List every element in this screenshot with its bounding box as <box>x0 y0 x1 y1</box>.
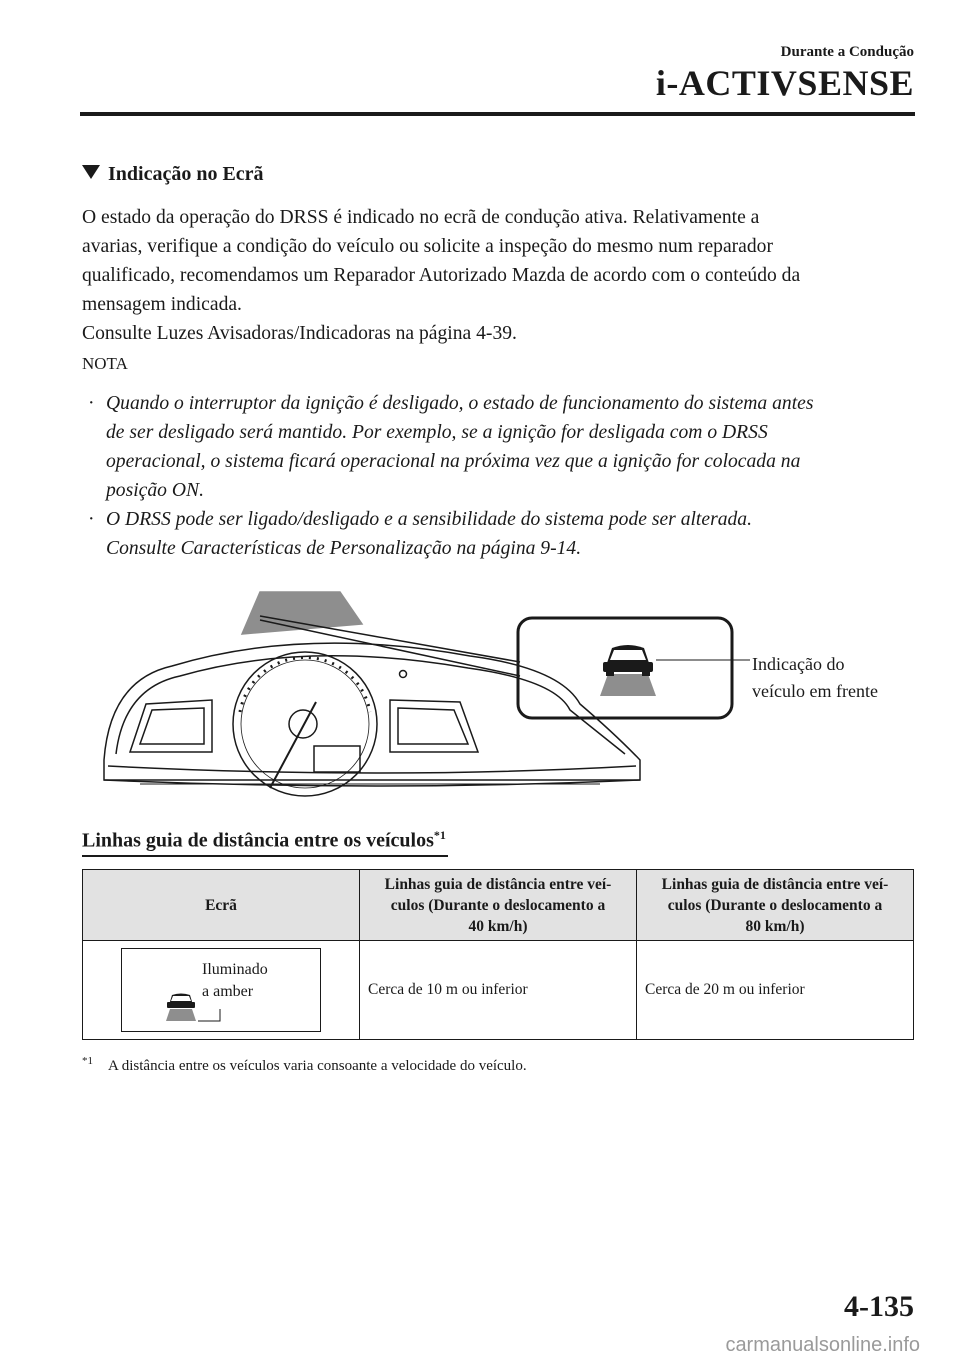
note-list <box>86 389 926 563</box>
callout-line: Indicação do <box>752 654 845 674</box>
table-row <box>83 941 914 1040</box>
table-cell: Cerca de 20 m ou inferior <box>637 941 914 1040</box>
down-triangle-icon <box>82 165 100 179</box>
section-heading <box>82 163 264 186</box>
footnote-mark: *1 <box>82 1055 93 1067</box>
section-header: i-ACTIVSENSE <box>655 63 914 103</box>
header-line: 40 km/h) <box>468 917 528 935</box>
header-line: culos (Durante o deslocamento a <box>667 896 883 914</box>
note-item <box>86 389 926 505</box>
table-header-cell <box>360 870 637 941</box>
note-line: posição ON. <box>106 480 204 501</box>
active-driving-display <box>242 592 362 634</box>
bullet-icon: · <box>88 393 95 414</box>
header-line: Linhas guia de distância entre veí- <box>661 875 889 893</box>
header-line: culos (Durante o deslocamento a <box>390 896 606 914</box>
footnote-text: A distância entre os veículos varia consoante a velocidade do veículo. <box>108 1058 527 1074</box>
subsection-title-text: Linhas guia de distância entre os veículos <box>82 829 434 852</box>
chapter-header: Durante a Condução <box>780 44 914 60</box>
note-line: de ser desligado será mantido. Por exemplo, se a ignição for desligada com o DRSS <box>106 422 768 443</box>
illumination-line: Iluminado <box>202 961 268 978</box>
table-cell: Cerca de 10 m ou inferior <box>360 941 637 1040</box>
note-line: operacional, o sistema ficará operacional na próxima vez que a ignição for colocada na <box>106 451 801 472</box>
table-header-cell <box>637 870 914 941</box>
footnote-mark: *1 <box>433 828 446 842</box>
note-label: NOTA <box>82 354 128 373</box>
header-rule <box>80 112 915 116</box>
page-number: 4-135 <box>844 1290 914 1323</box>
instrument-cluster-figure <box>100 584 750 809</box>
illumination-line: a amber <box>202 983 254 1000</box>
paragraph-line: qualificado, recomendamos um Reparador Autorizado Mazda de acordo com o conteúdo da <box>82 265 801 286</box>
cluster-outline <box>104 643 640 786</box>
header-line: Linhas guia de distância entre veí- <box>384 875 612 893</box>
table-header-cell <box>83 870 360 941</box>
subsection-title <box>82 828 448 857</box>
paragraph-line: avarias, verifique a condição do veículo ou solicite a inspeção do mesmo num reparador <box>82 236 773 257</box>
paragraph-line: Consulte Luzes Avisadoras/Indicadoras na página 4-39. <box>82 323 517 344</box>
watermark: carmanualsonline.info <box>725 1334 920 1356</box>
display-illustration <box>121 948 321 1032</box>
table-cell-display <box>83 941 360 1040</box>
paragraph-line: O estado da operação do DRSS é indicado no ecrã de condução ativa. Relativamente a <box>82 207 760 228</box>
distance-guide-table <box>82 869 914 1040</box>
header-line: Ecrã <box>205 896 237 914</box>
body-paragraph <box>82 203 922 348</box>
note-line: Quando o interruptor da ignição é desligado, o estado de funcionamento do sistema antes <box>106 393 814 414</box>
bullet-icon: · <box>88 509 95 530</box>
note-line: O DRSS pode ser ligado/desligado e a sensibilidade do sistema pode ser alterada. <box>106 509 752 530</box>
table-header-row <box>83 870 914 941</box>
paragraph-line: mensagem indicada. <box>82 294 242 315</box>
illumination-label <box>202 959 268 1003</box>
section-heading-text: Indicação no Ecrã <box>108 163 264 185</box>
note-line: Consulte Características de Personalização na página 9-14. <box>106 538 582 559</box>
footnote <box>82 1055 527 1075</box>
figure-callout-label <box>752 651 878 705</box>
header-line: 80 km/h) <box>745 917 805 935</box>
vehicle-ahead-icon <box>600 645 656 696</box>
note-item <box>86 505 926 563</box>
callout-line: veículo em frente <box>752 681 878 701</box>
